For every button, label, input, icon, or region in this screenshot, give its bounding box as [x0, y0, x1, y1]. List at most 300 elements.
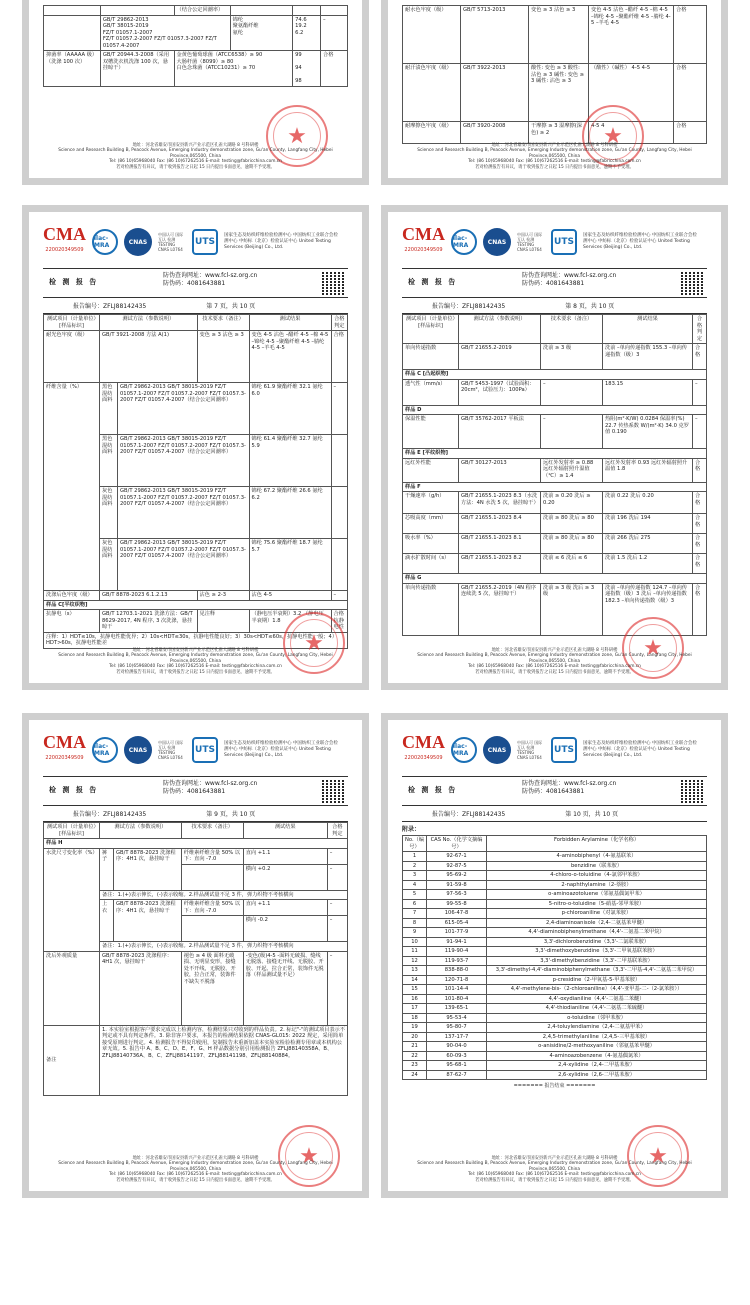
table-row: [403, 890, 707, 900]
col-header: 测试结果: [603, 315, 693, 344]
requirement: 大肠杆菌（8099）≥ 80: [176, 58, 234, 65]
cas-no: 95-80-7: [427, 1023, 487, 1033]
report-footer: 地址：河北省雄安市国安县新兴产业示范区孔雀大湖路 8 号科研楼 Science and Research Building B, Peacock Avenue, Emerging Industry demonstration zone, Gu'an County, Langfang City, Hebei Province,065500, China Tel: (86 10)65968040 Fax: (86 10)67262516 E-mail: testing@fabricchina.com.cn 若对检测报告有异议，请于收到报告之日起 15 日内提出书面意见，逾期不予受理。: [58, 647, 333, 675]
result: 横向 +0.2: [243, 864, 327, 890]
table-row: [403, 899, 707, 909]
method-text: GB/T 29862-2013 GB/T 38015-2019 FZ/T 01057.1-2007 FZ/T 01057.2-2007 FZ/T 01057.3-2007 FZ/T 01057.4-2007（结合公定回潮率）: [118, 383, 250, 435]
fiber-value: 19.2: [295, 23, 307, 29]
table-row: [403, 994, 707, 1004]
report-number: 报告编号：ZFLJ88142435: [73, 811, 147, 818]
method-text: GB/T 12703.1-2021 洗涤方法：GB/T 8629-2017, 4N 程序, 3 次洗涤，悬挂晾干: [100, 610, 198, 633]
cas-no: 101-80-4: [427, 994, 487, 1004]
report-footer: 地址：河北省雄安市国安县新兴产业示范区孔雀大湖路 8 号科研楼 Science and Research Building B, Peacock Avenue, Emerging Industry demonstration zone, Gu'an County, Langfang City, Hebei Province,065500, China Tel: (86 10)65968040 Fax: (86 10)67262516 E-mail: testing@fabricchina.com.cn 若对检测报告有异议，请于收到报告之日起 15 日内提出书面意见，逾期不予受理。: [58, 142, 333, 170]
item-name: 耐水色牢度（级）: [403, 6, 461, 64]
row-no: 8: [403, 918, 427, 928]
cas-no: 101-14-4: [427, 985, 487, 995]
uts-logo: UTS: [551, 737, 577, 763]
result: 直向 +1.1: [243, 848, 327, 864]
method-text: GB/T 3921-2008 方法 A(1): [100, 331, 198, 383]
item-name: 干燥速率（g/h）: [403, 492, 459, 514]
cas-no: 97-56-3: [427, 890, 487, 900]
item-name: 单向传递指数: [403, 344, 459, 370]
report-number: 报告编号：ZFLJ88142435: [432, 811, 506, 818]
table-row: [403, 852, 707, 862]
report-number-row: [402, 298, 707, 314]
result: 锦纶 75.6 聚酯纤维 18.7 氨纶 5.7: [249, 539, 331, 591]
row-no: 14: [403, 975, 427, 985]
result: 洗前 266 洗后 275: [603, 534, 693, 554]
row-no: 22: [403, 1051, 427, 1061]
requirement: 变色 ≥ 3 沾色 ≥ 3: [197, 331, 249, 383]
method-text: GB/T 29862-2013 GB/T 38015-2019 FZ/T 01057.1-2007 FZ/T 01057.2-2007 FZ/T 01057.3-2007 FZ/T 01057.4-2007（结合公定回潮率）: [118, 435, 250, 487]
table-row: [403, 966, 707, 976]
item-name: 透气性（mm/s）: [403, 379, 459, 405]
qr-code: [322, 271, 346, 295]
judgement: –: [693, 379, 707, 405]
method-text: GB/T 8878-2023 6.1.2.13: [100, 591, 198, 601]
section-label: 样品 H: [44, 839, 348, 849]
result: 洗前 1.5 洗后 1.2: [603, 554, 693, 574]
judgement: –: [693, 415, 707, 449]
cnas-logo: CNAS: [483, 736, 511, 764]
requirement: 白色念珠菌（ATCC10231）≥ 70: [176, 65, 256, 71]
arylamine-table: [402, 835, 707, 1080]
cas-no: 90-04-0: [427, 1042, 487, 1052]
seal-stamp: ★: [622, 617, 684, 679]
report-footer: 地址：河北省雄安市国安县新兴产业示范区孔雀大湖路 8 号科研楼 Science and Research Building B, Peacock Avenue, Emerging Industry demonstration zone, Gu'an County, Langfang City, Hebei Province,065500, China Tel: (86 10)65968040 Fax: (86 10)67262516 E-mail: testing@fabricchina.com.cn 若对检测报告有异议，请于收到报告之日起 15 日内提出书面意见，逾期不予受理。: [417, 142, 692, 170]
query-url: 防伪查询网址：www.fcl-sz.org.cn: [163, 780, 258, 787]
fiber-value: 74.6: [295, 16, 307, 23]
lab-name: 国家生态及纺织纤维检验检测中心 中国纺织工业联合会检测中心 中纺标（北京）检验认证中心 United Testing Services (Beijing) Co., Ltd.: [224, 233, 338, 250]
fiber-name: 氨纶: [232, 29, 244, 36]
result: 横向 -0.2: [243, 916, 327, 942]
report-page-9: [22, 713, 369, 1198]
requirement: 洗前 ≥ 0.20 洗后 ≥ 0.20: [541, 492, 603, 514]
anti-fake-code: 防伪码：4081643881: [522, 788, 585, 795]
result: 锦纶 61.9 聚酯纤维 32.1 氨纶 6.0: [249, 383, 331, 435]
col-header: No.（编号）: [403, 836, 427, 852]
report-header: [43, 776, 348, 806]
cas-no: 120-71-8: [427, 975, 487, 985]
col-header: 测试项目（计量单位）[样品标识]: [44, 823, 100, 839]
cnas-label: 中国认可 国际互认 检测 TESTING CNAS L0764: [158, 232, 184, 252]
table-row: [403, 1051, 707, 1061]
seal-stamp: ★: [627, 1125, 689, 1187]
judgement: 合格: [693, 554, 707, 574]
qr-code: [681, 271, 705, 295]
method-text: GB/T 38015-2019: [102, 23, 149, 29]
uts-logo: UTS: [551, 229, 577, 255]
requirement: 纤维素纤维含量 50% 以下：直向 -7.0: [181, 900, 243, 916]
seal-stamp: ★: [283, 612, 345, 674]
anti-fake-code: 防伪码：4081643881: [522, 280, 585, 287]
report-header: [43, 268, 348, 298]
col-header: 技术要求（备注）: [181, 823, 243, 839]
method-text: GB/T 29862-2013: [102, 16, 149, 23]
item-name: 洗涤后色牢度（级）: [44, 591, 100, 601]
method-text: GB/T 5713-2013: [461, 6, 529, 64]
report-end: ======= 报告结束 =======: [513, 1083, 596, 1089]
judgement: –: [327, 864, 347, 890]
method-text: GB/T 21655.2-2019（4N 程序连续洗 5 次，悬挂晾干）: [459, 583, 541, 635]
remarks-text: 1. 本实验室根据客户要求完成以上检测内容，检测结果只对收到的样品负责。2. 标记"-"的测试项目表示不判定或不具有判定条件。3. 除非客户要求，本报告的检测结果依据 CNAS-GL015: 2022 规定，采用简单接受原则进行判定。4. 检测报告不得复印使用，复制报告未重新加盖本实验室检验检测专用章或本机构公章无效。5. 报告中 A、B、C、D、E、F、G、H 样品数据分别引用检测报告 ZFLJ88140358A、B、ZFLJ88140736A、B、C、ZFLJ88141197、ZFLJ88141198、ZFLJ88140884。: [100, 1025, 348, 1095]
requirement: 洗前 ≥ 80 洗后 ≥ 80: [541, 534, 603, 554]
result: 洗前 196 洗后 194: [603, 514, 693, 534]
cert-logos: [43, 730, 348, 770]
table-row: [403, 1013, 707, 1023]
item-name: 耐光色牢度（级）: [44, 331, 100, 383]
judgement: 合格: [693, 344, 707, 370]
result: 变色 4-5 沾色 –醋纤 4-5 –棉 4-5 –锦纶 4-5 –聚酯纤维 4-5 –腈纶 4-5 –羊毛 4-5: [249, 331, 331, 383]
cert-logos: [402, 730, 707, 770]
chemical-name: 4,4'-methylene-bis-（2-chloroaniline）（4,4'-亚甲基-二-（2-氯苯胺））: [487, 985, 707, 995]
sample-tag: 黑色 混纺 面料: [100, 435, 118, 487]
requirement: 洗前 ≥ 3 级 洗后 ≥ 3 级: [541, 583, 603, 635]
method-text: GB/T 20944.3-2008（采用双槽洗衣机洗涤 100 次，悬挂晾干）: [100, 51, 174, 87]
judgement: –: [327, 916, 347, 942]
report-footer: 地址：河北省雄安市国安县新兴产业示范区孔雀大湖路 8 号科研楼 Science and Research Building B, Peacock Avenue, Emerging Industry demonstration zone, Gu'an County, Langfang City, Hebei Province,065500, China Tel: (86 10)65968040 Fax: (86 10)67262516 E-mail: testing@fabricchina.com.cn 若对检测报告有异议，请于收到报告之日起 15 日内提出书面意见，逾期不予受理。: [58, 1155, 333, 1183]
result: 183.15: [603, 379, 693, 405]
fiber-value: 6.2: [295, 29, 304, 36]
chemical-name: 3,3'-dimethylbenzidine（3,3'-二甲基联苯胺）: [487, 956, 707, 966]
report-footer: 地址：河北省雄安市国安县新兴产业示范区孔雀大湖路 8 号科研楼 Science and Research Building B, Peacock Avenue, Emerging Industry demonstration zone, Gu'an County, Langfang City, Hebei Province,065500, China Tel: (86 10)65968040 Fax: (86 10)67262516 E-mail: testing@fabricchina.com.cn 若对检测报告有异议，请于收到报告之日起 15 日内提出书面意见，逾期不予受理。: [417, 1155, 692, 1183]
requirement: 变色 ≥ 3 沾色 ≥ 3: [529, 6, 589, 64]
item-name: 洗后外观质量: [44, 951, 100, 1025]
table-row: [403, 880, 707, 890]
appendix-title: 附录：: [402, 826, 421, 833]
requirement: 褪色 ≥ 4 级 面料无破损、无明显变形，接缝处不开线，无脱胶、开胶，拉合正常，装饰件不缺失不脱落: [181, 951, 243, 1025]
table-row: [403, 985, 707, 995]
result: 直向 +1.1: [243, 900, 327, 916]
judgement: 合格: [693, 583, 707, 635]
query-url: 防伪查询网址：www.fcl-sz.org.cn: [522, 780, 617, 787]
col-header: 测试方法（参数说明）: [100, 823, 182, 839]
col-header: 测试方法（参数说明）: [100, 315, 198, 331]
requirement: 远红外发射率 ≥ 0.88 远红外辐射照升温值（℃）≥ 1.4: [541, 458, 603, 482]
row-no: 4: [403, 880, 427, 890]
item-name: 耐汗渍色牢度（级）: [403, 64, 461, 122]
fiber-name: 锦纶: [232, 16, 244, 23]
sample-tag: 黑色 混纺 面料: [100, 383, 118, 435]
item-name: 远红外性能: [403, 458, 459, 482]
judgement: 合格: [693, 534, 707, 554]
requirement: 酸性: 变色 ≥ 3 酸性: 沾色 ≥ 3 碱性: 变色 ≥ 3 碱性: 沾色 ≥ 3: [529, 64, 589, 122]
result: （静电压半衰期）3.2 （静电压半衰期）1.8: [249, 610, 331, 633]
row-no: 13: [403, 966, 427, 976]
col-header: 测试结果: [249, 315, 331, 331]
row-no: 9: [403, 928, 427, 938]
item-name: 水洗尺寸变化率（%）: [44, 848, 100, 951]
result: 变色 4-5 沾色 –醋纤 4-5 –棉 4-5 –锦纶 4-5 –聚酯纤维 4-5 –腈纶 4-5 –羊毛 4-5: [589, 6, 674, 64]
method-text: FZ/T 01057.2-2007 FZ/T 01057.3-2007 FZ/T 01057.4-2007: [102, 36, 217, 49]
table-row: [403, 1042, 707, 1052]
ilac-logo: ilac-MRA: [451, 737, 477, 763]
cas-no: 119-90-4: [427, 947, 487, 957]
cas-no: 91-59-8: [427, 880, 487, 890]
seal-stamp: ★: [278, 1125, 340, 1187]
cas-no: 91-94-1: [427, 937, 487, 947]
cell: （结合公定回潮率）: [174, 6, 230, 16]
report-page-5-bottom: [381, 0, 728, 185]
col-header: 合格判定: [693, 315, 707, 344]
cas-no: 87-62-7: [427, 1070, 487, 1080]
qr-code: [322, 779, 346, 803]
report-number-row: [402, 806, 707, 822]
sample-tag: 灰色 混纺 面料: [100, 539, 118, 591]
col-header: 测试结果: [243, 823, 327, 839]
table-row: [403, 1032, 707, 1042]
table-row: [403, 909, 707, 919]
table-row: [403, 947, 707, 957]
row-no: 2: [403, 861, 427, 871]
result: 4-5 4: [589, 122, 674, 144]
ilac-logo: ilac-MRA: [451, 229, 477, 255]
note-text: 备注：1.(+)表示伸长，(-)表示收缩。2.样品测试量不足 3 件，弹力织物不考核横向: [100, 942, 348, 952]
report-number-row: [43, 806, 348, 822]
row-no: 5: [403, 890, 427, 900]
row-no: 16: [403, 994, 427, 1004]
result-value: 94: [295, 65, 302, 71]
requirement: 纤维素纤维含量 50% 以下：直向 -7.0: [181, 848, 243, 864]
report-number: 报告编号：ZFLJ88142435: [432, 303, 506, 310]
cert-logos: [43, 222, 348, 262]
report-header: [402, 268, 707, 298]
item-name: 吸水率（%）: [403, 534, 459, 554]
item-name: 滴水扩散时间（s）: [403, 554, 459, 574]
chemical-name: 2,4-diaminoanisole（2,4-二氨基苯甲醚）: [487, 918, 707, 928]
anti-fake-code: 防伪码：4081643881: [163, 280, 226, 287]
table-row: [403, 1070, 707, 1080]
section-label: 样品 C[平纹织物]: [44, 600, 348, 610]
report-footer: 地址：河北省雄安市国安县新兴产业示范区孔雀大湖路 8 号科研楼 Science and Research Building B, Peacock Avenue, Emerging Industry demonstration zone, Gu'an County, Langfang City, Hebei Province,065500, China Tel: (86 10)65968040 Fax: (86 10)67262516 E-mail: testing@fabricchina.com.cn 若对检测报告有异议，请于收到报告之日起 15 日内提出书面意见，逾期不予受理。: [417, 647, 692, 675]
chemical-name: benzidine（联苯胺）: [487, 861, 707, 871]
judgement: –: [327, 900, 347, 916]
item-name: 保温性能: [403, 415, 459, 449]
qr-code: [681, 779, 705, 803]
method-text: GB/T 5453-1997（试验面积：20cm²，试验压力：100Pa）: [459, 379, 541, 405]
col-header: 合格判定: [331, 315, 347, 331]
results-table: [402, 5, 707, 144]
ilac-logo: ilac-MRA: [92, 229, 118, 255]
judgement: –: [321, 15, 348, 51]
chemical-name: p-cresidine（2-甲氧基-5-甲基苯胺）: [487, 975, 707, 985]
col-header: Forbidden Arylamine（化学名称）: [487, 836, 707, 852]
cas-no: 615-05-4: [427, 918, 487, 928]
row-no: 12: [403, 956, 427, 966]
table-row: [403, 1004, 707, 1014]
uts-logo: UTS: [192, 737, 218, 763]
judgement: –: [331, 591, 347, 601]
judgement: 合格: [321, 51, 348, 87]
col-header: 测试项目（计量单位）[样品标识]: [44, 315, 100, 331]
method-text: GB/T 3920-2008: [461, 122, 529, 144]
chemical-name: 2,4-toluylendiamine（2,4-二氨基甲苯）: [487, 1023, 707, 1033]
item-name: 芯吸高度（mm）: [403, 514, 459, 534]
result: 锦纶 61.4 聚酯纤维 32.7 氨纶 5.9: [249, 435, 331, 487]
item-name: 单向传递指数: [403, 583, 459, 635]
col-header: 合格判定: [327, 823, 347, 839]
judgement: –: [327, 848, 347, 864]
row-no: 20: [403, 1032, 427, 1042]
judgement: 合格: [674, 6, 707, 64]
chemical-name: 3,3'-dimethoxybenzidine（3,3'-二甲氧基联苯胺）: [487, 947, 707, 957]
query-url: 防伪查询网址：www.fcl-sz.org.cn: [163, 272, 258, 279]
requirement: 沾色 ≥ 2-3: [197, 591, 249, 601]
result-value: 98: [295, 78, 302, 84]
table-row: [403, 918, 707, 928]
row-no: 21: [403, 1042, 427, 1052]
seal-stamp: ★: [582, 105, 644, 167]
chemical-name: 4-chloro-o-toluidine（4-氯邻甲苯胺）: [487, 871, 707, 881]
method-text: GB/T 29862-2013 GB/T 38015-2019 FZ/T 01057.1-2007 FZ/T 01057.2-2007 FZ/T 01057.3-2007 FZ/T 01057.4-2007（结合公定回潮率）: [118, 487, 250, 539]
requirement: 干摩擦 ≥ 3 湿摩擦(深色) ≥ 2: [529, 122, 589, 144]
cnas-logo: CNAS: [483, 228, 511, 256]
cnas-label: 中国认可 国际互认 检测 TESTING CNAS L0764: [517, 740, 543, 760]
chemical-name: 4,4'-thiodianiline（4,4'-二氨基二苯硫醚）: [487, 1004, 707, 1014]
result: 远红外发射率 0.93 远红外辐射照升温值 1.8: [603, 458, 693, 482]
requirement: 洗前 ≥ 3 级: [541, 344, 603, 370]
method-text: GB/T 8878-2023 洗涤程序：4H1 次，悬挂晾干: [114, 900, 182, 942]
method-text: GB/T 21655.1-2023 8.4: [459, 514, 541, 534]
results-table: [402, 314, 707, 636]
row-no: 3: [403, 871, 427, 881]
chemical-name: p-chloroaniline（对氯苯胺）: [487, 909, 707, 919]
table-row: [403, 956, 707, 966]
table-row: [403, 1023, 707, 1033]
requirement: –: [541, 379, 603, 405]
cas-no: 92-67-1: [427, 852, 487, 862]
item-name: 抗静电（s）: [44, 610, 100, 633]
cnas-label: 中国认可 国际互认 检测 TESTING CNAS L0764: [517, 232, 543, 252]
cas-no: 60-09-3: [427, 1051, 487, 1061]
section-label: 样品 G: [403, 574, 707, 584]
table-row: [403, 871, 707, 881]
method-text: GB/T 35762-2017 平板法: [459, 415, 541, 449]
page-number: 第 8 页，共 10 页: [565, 303, 615, 310]
chemical-name: 4,4'-oxydianiline（4,4'-二氨基二苯醚）: [487, 994, 707, 1004]
method-text: GB/T 21655.1-2023 8.1: [459, 534, 541, 554]
page-number: 第 9 页，共 10 页: [206, 811, 256, 818]
report-page-10: [381, 713, 728, 1198]
requirement: 金黄色葡萄球菌（ATCC6538）≥ 90: [176, 52, 263, 58]
cas-no: 838-88-0: [427, 966, 487, 976]
chemical-name: 2-naphthylamine（2-萘胺）: [487, 880, 707, 890]
requirement: –: [541, 415, 603, 449]
method-text: GB/T 21655.2-2019: [459, 344, 541, 370]
report-title: 检 测 报 告: [408, 786, 458, 794]
results-table: [43, 314, 348, 649]
cnas-logo: CNAS: [124, 228, 152, 256]
row-no: 23: [403, 1061, 427, 1071]
item-name: 纤维含量（%）: [44, 383, 100, 591]
judgement: –: [331, 383, 347, 435]
row-no: 7: [403, 909, 427, 919]
section-label: 样品 E [平纹织物]: [403, 449, 707, 459]
cas-no: 95-53-4: [427, 1013, 487, 1023]
anti-fake-code: 防伪码：4081643881: [163, 788, 226, 795]
ilac-logo: ilac-MRA: [92, 737, 118, 763]
row-no: 18: [403, 1013, 427, 1023]
cas-no: 92-87-5: [427, 861, 487, 871]
row-no: 17: [403, 1004, 427, 1014]
report-page-6-bottom: [22, 0, 369, 185]
report-title: 检 测 报 告: [49, 786, 99, 794]
cas-no: 99-55-8: [427, 899, 487, 909]
table-row: [403, 975, 707, 985]
cma-logo: CMA 220020349509: [402, 732, 445, 761]
method-text: GB/T 29862-2013 GB/T 38015-2019 FZ/T 01057.1-2007 FZ/T 01057.2-2007 FZ/T 01057.3-2007 FZ/T 01057.4-2007（结合公定回潮率）: [118, 539, 250, 591]
note-text: 备注：1.(+)表示伸长，(-)表示收缩。2.样品测试量不足 3 件，弹力织物不考核横向: [100, 890, 348, 900]
seal-stamp: ★: [266, 105, 328, 167]
cert-logos: [402, 222, 707, 262]
page-number: 第 10 页，共 10 页: [565, 811, 619, 818]
method-text: GB/T 8878-2023 洗涤程序：4H1 次，悬挂晾干: [100, 951, 182, 1025]
method-text: FZ/T 01057.1-2007: [102, 29, 153, 36]
report-page-7: [22, 205, 369, 690]
method-text: GB/T 21655.1-2023 8.2: [459, 554, 541, 574]
judgement: 合格: [693, 492, 707, 514]
result: 沾色 4-5: [249, 591, 331, 601]
cas-no: 106-47-8: [427, 909, 487, 919]
chemical-name: 3,3'-dichlorobenzidine（3,3'-二氯联苯胺）: [487, 937, 707, 947]
report-title: 检 测 报 告: [49, 278, 99, 286]
col-header: 技术要求（备注）: [541, 315, 603, 344]
note-text: 注释：1）HDT≤10s，抗静电性能优异；2）10s<HDT≤30s，抗静电性能良好；3）30s<HDT≤60s，抗静电性能一般；4）HDT>60s，抗静电性能差: [44, 632, 348, 648]
result: 热阻(m²·K/W) 0.0284 保温率(%) 22.7 传热系数 W/(m²·K) 34.0 克罗值 0.190: [603, 415, 693, 449]
judgement: 合格: [693, 514, 707, 534]
lab-name: 国家生态及纺织纤维检验检测中心 中国纺织工业联合会检测中心 中纺标（北京）检验认证中心 United Testing Services (Beijing) Co., Ltd.: [224, 741, 338, 758]
method-text: GB/T 8878-2023 洗涤程序：4H1 次，悬挂晾干: [114, 848, 182, 890]
table-row: [403, 928, 707, 938]
method-text: GB/T 30127-2013: [459, 458, 541, 482]
section-label: 样品 F: [403, 482, 707, 492]
cas-no: 139-65-1: [427, 1004, 487, 1014]
result: 洗前 0.22 洗后 0.20: [603, 492, 693, 514]
chemical-name: 2,6-xylidine（2,6-二甲基苯胺）: [487, 1070, 707, 1080]
table-row: [403, 861, 707, 871]
judgement: –: [327, 951, 347, 1025]
uts-logo: UTS: [192, 229, 218, 255]
cnas-logo: CNAS: [124, 736, 152, 764]
col-header: 测试项目（计量单位）[样品标识]: [403, 315, 459, 344]
results-table: [43, 5, 348, 87]
chemical-name: o-aminoazotoluene（邻氨基偶氮甲苯）: [487, 890, 707, 900]
requirement: 洗前 ≤ 6 洗后 ≤ 6: [541, 554, 603, 574]
judgement: 合格: [693, 458, 707, 482]
section-label: 样品 C [凸起织物]: [403, 370, 707, 380]
result: 洗前 –单向传递指数 124.7 –单向传递指数（级）3 洗后 –单向传递指数 182.3 –单向传递指数（级）3: [603, 583, 693, 635]
report-number-row: [43, 298, 348, 314]
chemical-name: o-toluidine（邻甲苯胺）: [487, 1013, 707, 1023]
row-no: 15: [403, 985, 427, 995]
judgement: 合格: [674, 64, 707, 122]
row-no: 6: [403, 899, 427, 909]
cnas-label: 中国认可 国际互认 检测 TESTING CNAS L0764: [158, 740, 184, 760]
result: -变色(级)4-5 -面料无破损、缝线无脱落、接缝无开线、无脱胶、开胶、开起、拉合正常，装饰件无脱落（样品测试量不足）: [243, 951, 327, 1025]
col-header: CAS No.（化学文摘编号）: [427, 836, 487, 852]
chemical-name: 3,3'-dimethyl-4,4'-diaminobiphenylmethane（3,3'-二甲基-4,4'-二氨基二苯甲烷）: [487, 966, 707, 976]
result: 锦纶 67.2 聚酯纤维 26.6 氨纶 6.2: [249, 487, 331, 539]
table-row: [403, 937, 707, 947]
sample-tag: 灰色 混纺 面料: [100, 487, 118, 539]
method-text: GB/T 21655.1-2023 8.3（水洗方法：4N 水洗 5 次，悬挂晾干）: [459, 492, 541, 514]
item-name: 耐摩擦色牢度（级）: [403, 122, 461, 144]
section-label: 样品 D: [403, 405, 707, 415]
table-row: [403, 1061, 707, 1071]
query-url: 防伪查询网址：www.fcl-sz.org.cn: [522, 272, 617, 279]
row-no: 11: [403, 947, 427, 957]
remarks-label: 备注: [44, 1025, 100, 1095]
